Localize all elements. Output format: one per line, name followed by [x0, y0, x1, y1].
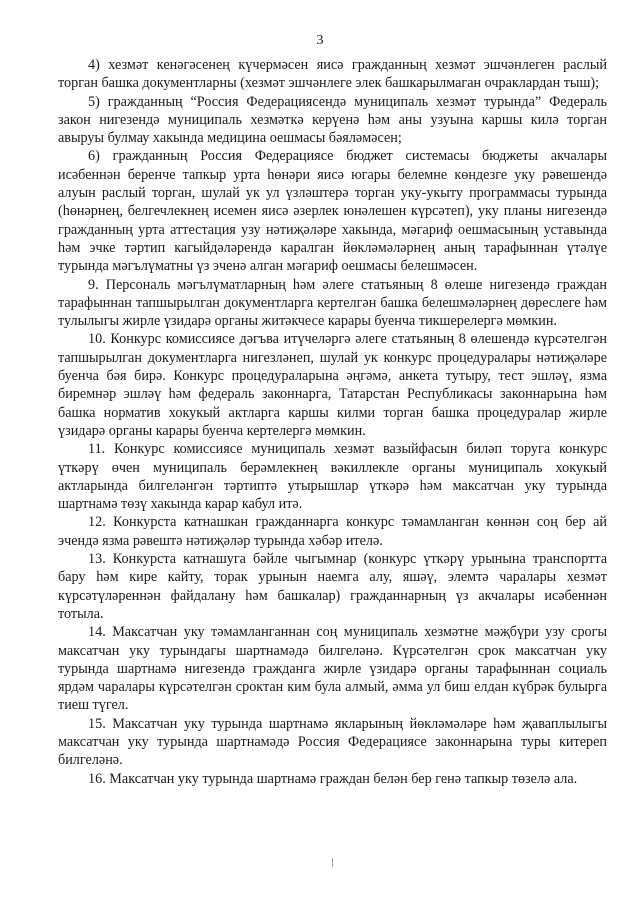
paragraph-section-15: 15. Максатчан уку турында шартнамә якларының йөкләмәләре һәм җаваплылыгы максатчан уку турында шартнамәдә Россия Федерациясе законнарына туры китереп билгеләнә.: [58, 715, 607, 769]
paragraph-section-16: 16. Максатчан уку турында шартнамә граждан белән бер генә тапкыр төзелә ала.: [88, 770, 578, 787]
document-body: [58, 56, 607, 788]
paragraph-item-4: 4) хезмәт кенәгәсенең күчермәсен яисә гражданның хезмәт эшчәнлеген раслый торган башка документларны (хезмәт эшчәнлеге элек башкарылмаган очраклардан тыш);: [58, 57, 607, 92]
paragraph-item-6: 6) гражданның Россия Федерациясе бюджет системасы бюджеты акчалары исәбеннән беренче тапкыр урта һөнәри яисә югары белемне көндезге уку рәвешендә алуын раслый торган, шулай ук ул үзләштерә торган уку-укыту программасы турында (һөнәрнең, белгечлекнең исемен яисә әзерлек юнәлешен күрсәтеп), уку планы нигезендә гражданның урта аттестация узу нәтиҗәләре хакында, мәгариф оешмасының уставында һәм эчке тәртип кагыйдәләрендә каралган йөкләмәләрнең аның тарафыннан үтәлүе турында мәгълүматны үз эченә алган мәгариф оешмасы белешмәсен.: [58, 148, 607, 275]
paragraph-section-14: 14. Максатчан уку тәмамланганнан соң муниципаль хезмәтне мәҗбүри узу срогы максатчан уку турындагы шартнамәдә билгеләнә. Күрсәтелгән срок максатчан уку турында шартнамә нигезендә гражданга жирле үзидарә органы тарафыннан социаль ярдәм чаралары күрсәтелгән сроктан ким була алмый, әмма ул биш елдан күбрәк булырга тиеш түгел.: [58, 624, 607, 714]
page-number: 3: [316, 33, 324, 48]
paragraph-section-10: 10. Конкурс комиссиясе дәгъва итүчеләргә әлеге статьяның 8 өлешендә күрсәтелгән тапшырылган документларга нигезләнеп, шулай ук конкурс процедуралары нәтиҗәләре буенча бәя бирә. Конкурс процедураларына әңгәмә, анкета тутыру, тест эшләү, язма биремнәр эшләү һәм федераль законнарга, Татарстан Республикасы законнарына һәм башка норматив хокукый актларга каршы килми торган башка процедуралар жирле үзидарә органы карары буенча кертелергә мөмкин.: [58, 331, 607, 439]
paragraph-section-11: 11. Конкурс комиссиясе муниципаль хезмәт вазыйфасын биләп торуга конкурс үткәрү өчен муниципаль берәмлекнең вәкиллекле органы муниципаль хокукый актларында билгеләнгән тәртиптә утырышлар үткәрә һәм максатчан уку турында шартнамә төзү хакында карар кабул итә.: [58, 441, 607, 513]
paragraph-section-13: 13. Конкурста катнашуга бәйле чыгымнар (конкурс үткәрү урынына транспортта бару һәм кире кайту, торак урынын наемга алу, яшәү, элемтә чаралары хезмәт күрсәтүләреннән файдалану һәм башкалар) гражданнарның үз акчалары исәбеннән тотыла.: [58, 551, 607, 622]
paragraph-item-5: 5) гражданның “Россия Федерациясендә муниципаль хезмәт турында” Федераль закон нигезендә муниципаль хезмәткә керүенә һәм аны узуына каршы килә торган авыруы булмау хакында медицина оешмасы бәяләмәсен;: [58, 93, 607, 147]
paragraph-section-9: 9. Персональ мәгълүматларның һәм әлеге статьяның 8 өлеше нигезендә граждан тарафыннан тапшырылган документларга кертелгән башка белешмәләрнең дөреслеге һәм тулылыгы жирле үзидарә органы житәкчесе карары буенча тикшерелергә мөмкин.: [58, 276, 607, 330]
paragraph-section-12: 12. Конкурста катнашкан гражданнарга конкурс тәмамланган көннән соң бер ай эчендә язма рәвештә нәтиҗәләр турында хәбәр ителә.: [58, 514, 607, 549]
scan-artifact-mark: [332, 858, 333, 867]
